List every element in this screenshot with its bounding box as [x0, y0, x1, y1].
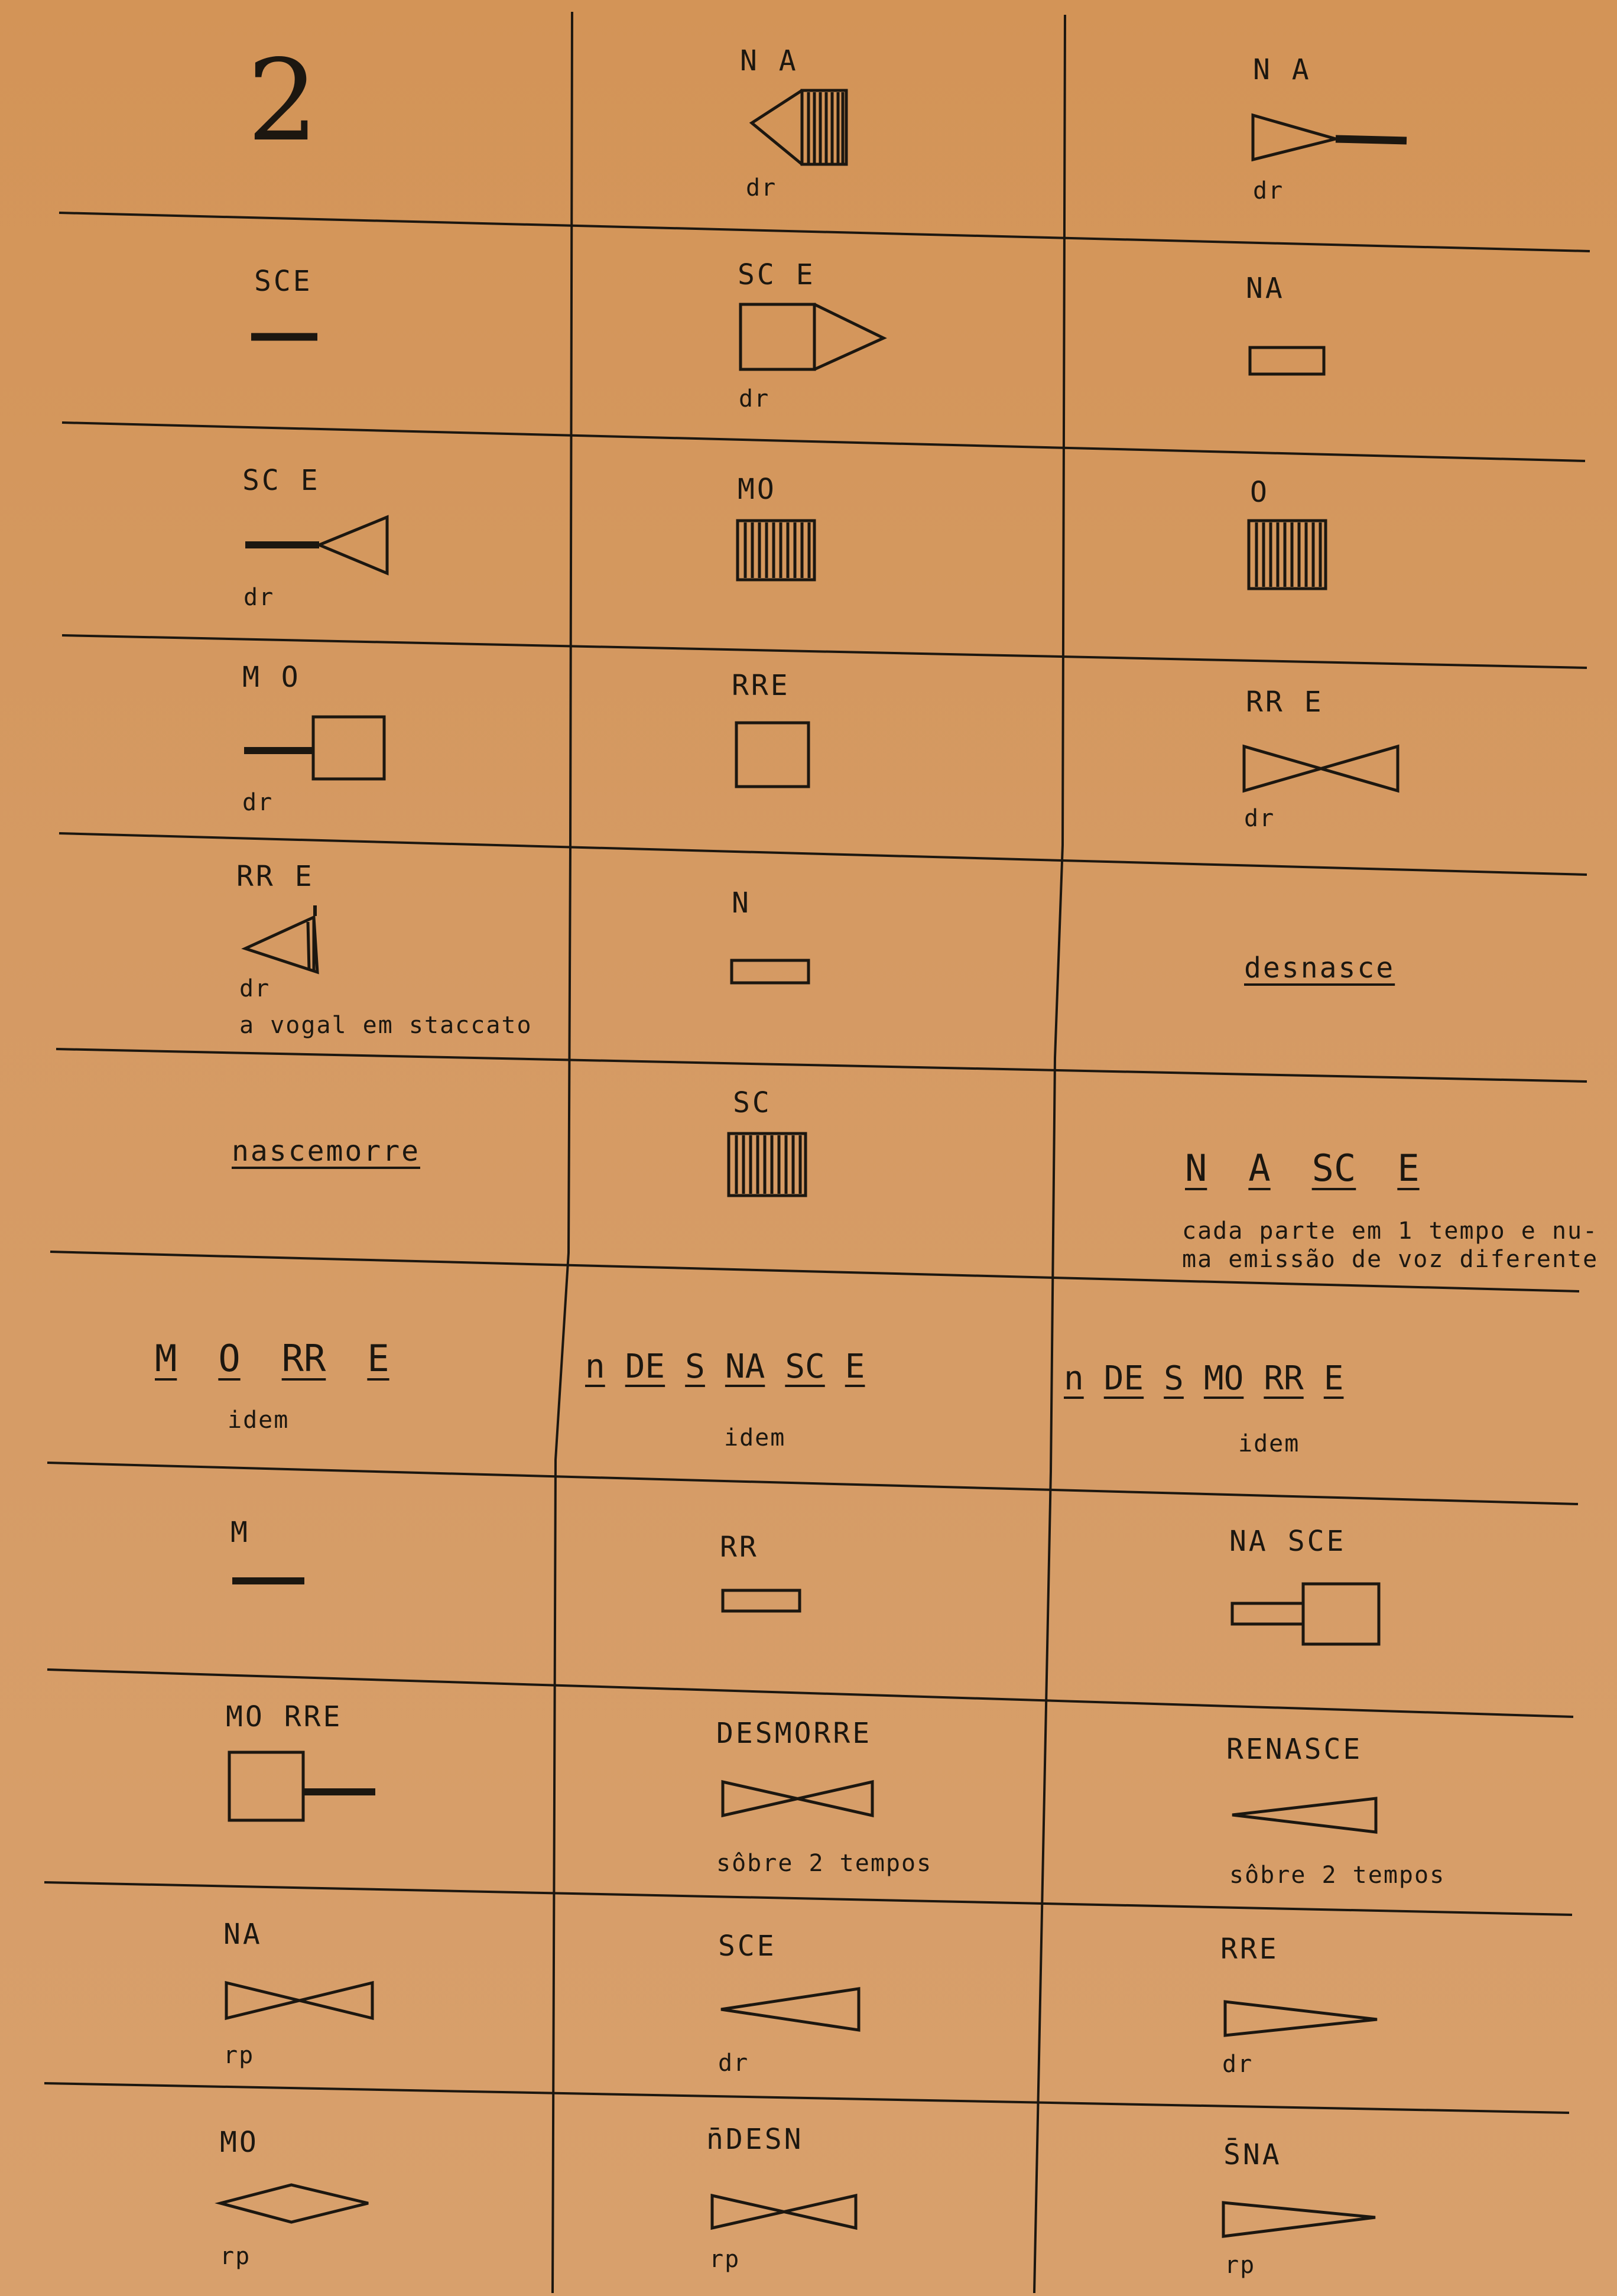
row11-col1-label: MO — [220, 2126, 259, 2159]
syllable: RR — [1264, 1359, 1304, 1398]
row8-col3-label: NA SCE — [1229, 1525, 1346, 1558]
bowtie-icon — [223, 1980, 377, 2024]
row-rule-5 — [56, 1049, 1587, 1082]
row7-col3-syllables — [1064, 1359, 1343, 1398]
diamond-icon — [217, 2182, 371, 2226]
syllable: MO — [1203, 1359, 1244, 1398]
row11-col3-note: rp — [1225, 2252, 1256, 2279]
syllable: E — [367, 1337, 389, 1380]
row3-col2-label: MO — [738, 473, 777, 506]
right-point-wedge-icon — [1222, 1999, 1382, 2040]
row10-col2-label: SCE — [718, 1930, 777, 1963]
syllable: NA — [725, 1347, 765, 1386]
bowtie-icon — [720, 1779, 876, 1820]
row7-col1-note: idem — [228, 1407, 290, 1434]
row-rule-2 — [62, 423, 1585, 461]
row5-col3-word: desnasce — [1244, 951, 1395, 985]
thick-line-icon — [249, 331, 320, 343]
row1-col2-label: N A — [740, 44, 798, 77]
square-with-right-point-icon — [739, 303, 892, 374]
row7-col2-syllables — [585, 1347, 865, 1386]
line-to-square-icon — [241, 714, 389, 785]
row-rule-10 — [44, 2083, 1569, 2113]
row-rule-7 — [47, 1463, 1578, 1504]
row9-col1-label: MO RRE — [226, 1700, 343, 1733]
row3-col1-note: dr — [243, 584, 275, 611]
syllable: n — [585, 1347, 605, 1386]
row10-col1-label: NA — [223, 1918, 262, 1951]
row8-col1-label: M — [230, 1516, 250, 1549]
row5-col1-label: RR E — [236, 860, 314, 893]
row2-col2-note: dr — [739, 385, 770, 413]
syllable: SC — [1311, 1147, 1356, 1190]
row10-col3-label: RRE — [1220, 1933, 1279, 1966]
row11-col2-note: rp — [709, 2246, 741, 2273]
column-divider-left — [553, 12, 572, 2293]
row4-col3-note: dr — [1244, 805, 1275, 832]
syllable: n — [1064, 1359, 1084, 1398]
syllable: M — [155, 1337, 177, 1380]
syllable: DE — [625, 1347, 665, 1386]
row6-col3-syllables — [1185, 1147, 1461, 1190]
row2-col3-label: NA — [1246, 272, 1285, 305]
row2-col1-label: SCE — [254, 265, 313, 298]
row3-col3-label: O — [1250, 476, 1269, 509]
row1-col3-note: dr — [1253, 177, 1284, 204]
syllable: S — [685, 1347, 705, 1386]
left-point-wedge-icon — [1229, 1795, 1380, 1837]
row6-col1-word: nascemorre — [232, 1135, 420, 1168]
row7-col3-note: idem — [1238, 1430, 1300, 1457]
syllable: A — [1248, 1147, 1271, 1190]
stub-to-square-icon — [1230, 1581, 1384, 1649]
bowtie-icon — [1241, 743, 1401, 797]
small-rectangle-icon — [730, 959, 813, 988]
thick-line-icon — [230, 1575, 307, 1587]
row7-col2-note: idem — [724, 1424, 786, 1451]
row11-col1-note: rp — [220, 2243, 251, 2270]
row5-col2-label: N — [732, 886, 751, 920]
row1-col2-note: dr — [746, 174, 777, 202]
hatched-square-icon — [1247, 519, 1330, 593]
triangle-to-thick-line-icon — [1250, 112, 1413, 165]
syllable: S — [1164, 1359, 1184, 1398]
hatched-block-with-left-point-icon — [746, 87, 852, 170]
row7-col1-syllables — [155, 1337, 431, 1380]
row5-col1-note: dr — [239, 975, 271, 1002]
syllable: SC — [785, 1347, 825, 1386]
row4-col1-note: dr — [242, 789, 274, 816]
row6-col3-caption-1: cada parte em 1 tempo e nu- — [1182, 1217, 1599, 1245]
row4-col3-label: RR E — [1246, 686, 1324, 719]
row9-col2-label: DESMORRE — [716, 1717, 872, 1750]
square-to-line-icon — [228, 1751, 381, 1824]
hatched-square-icon — [727, 1132, 810, 1200]
row8-col2-label: RR — [720, 1531, 759, 1564]
syllable: N — [1185, 1147, 1207, 1190]
row9-col3-label: RENASCE — [1226, 1733, 1363, 1766]
syllable: E — [1397, 1147, 1420, 1190]
small-left-wedge-icon — [239, 904, 328, 978]
row5-col1-note2: a vogal em staccato — [239, 1012, 532, 1039]
row9-col2-note: sôbre 2 tempos — [716, 1850, 933, 1877]
syllable: DE — [1103, 1359, 1144, 1398]
small-rectangle-icon — [1248, 346, 1328, 378]
row4-col2-label: RRE — [732, 669, 790, 702]
small-rectangle-icon — [721, 1589, 804, 1615]
row6-col3-caption-2: ma emissão de voz diferente — [1182, 1246, 1599, 1273]
syllable: RR — [281, 1337, 326, 1380]
row10-col1-note: rp — [223, 2042, 255, 2069]
column-divider-right — [1034, 15, 1065, 2293]
row11-col3-label: S̄NA — [1223, 2138, 1282, 2171]
line-to-left-triangle-icon — [242, 514, 396, 579]
square-icon — [735, 721, 811, 789]
syllable: E — [1323, 1359, 1344, 1398]
row4-col1-label: M O — [242, 661, 301, 694]
row3-col1-label: SC E — [242, 464, 320, 497]
syllable: E — [845, 1347, 865, 1386]
row-rule-1 — [59, 213, 1590, 251]
left-point-wedge-icon — [718, 1986, 863, 2036]
row1-col3-label: N A — [1253, 53, 1311, 86]
syllable: O — [218, 1337, 241, 1380]
row2-col2-label: SC E — [738, 258, 816, 291]
row11-col2-label: n̄DESN — [706, 2123, 804, 2156]
hatched-square-icon — [736, 519, 819, 584]
row6-col2-label: SC — [733, 1086, 772, 1119]
page-number: 2 — [247, 35, 319, 166]
bowtie-icon — [709, 2193, 860, 2234]
right-point-wedge-icon — [1220, 2200, 1380, 2241]
row10-col3-note: dr — [1222, 2051, 1254, 2078]
row10-col2-note: dr — [718, 2050, 749, 2077]
row9-col3-note: sôbre 2 tempos — [1229, 1862, 1446, 1889]
